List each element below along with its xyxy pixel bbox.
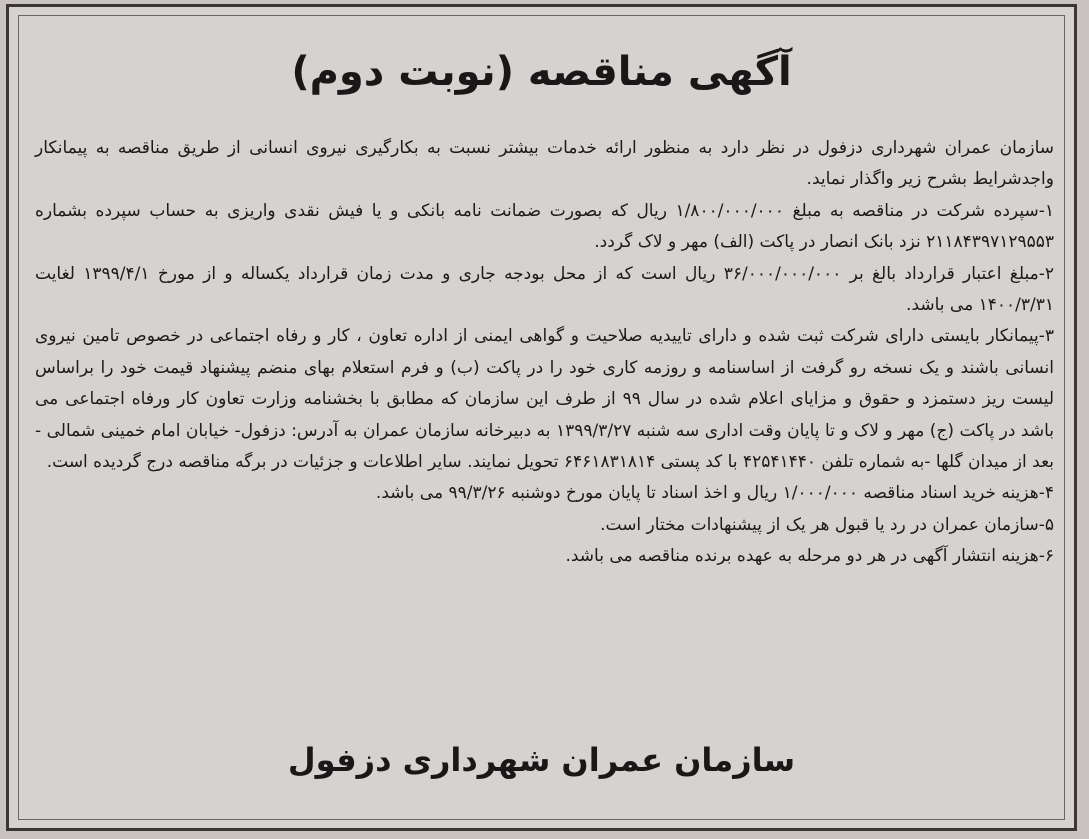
- notice-signature: سازمان عمران شهرداری دزفول: [287, 741, 796, 779]
- notice-item-5: ۵-سازمان عمران در رد یا قبول هر یک از پیشنهادات مختار است.: [600, 514, 1054, 535]
- notice-item-3: ۳-پیمانکار بایستی دارای شرکت ثبت شده و دارای تاییدیه صلاحیت و گواهی ایمنی از اداره تعاون ، کار و رفاه اجتماعی در خصوص تامین نیروی انسانی باشند و یک نسخه رو گرفت از اساسنامه و روزمه کاری خود را در پاکت (ب) و فرم استعلام بهای منضم پیشنهاد قیمت خود را براساس لیست ریز دستمزد و حقوق و مزایای اعلام شده در سال ۹۹ از طرف این سازمان که مطابق با بخشنامه وزارت تعاون کار ورفاه اجتماعی می باشد در پاکت (ج) مهر و لاک و تا پایان وقت اداری سه شنبه ۱۳۹۹/۳/۲۷ به دبیرخانه سازمان عمران به آدرس: دزفول- خیابان امام خمینی شمالی - بعد از میدان گلها -به شماره تلفن ۴۲۵۴۱۴۴۰ با کد پستی ۶۴۶۱۸۳۱۸۱۴ تحویل نمایند. سایر اطلاعات و جزئیات در برگه مناقصه درج گردیده است.: [35, 326, 1055, 473]
- notice-intro: سازمان عمران شهرداری دزفول در نظر دارد به منظور ارائه خدمات بیشتر نسبت به بکارگیری نیروی انسانی از طریق مناقصه به پیمانکار واجدشرایط بشرح زیر واگذار نماید.: [35, 138, 1054, 190]
- notice-title: آگهی مناقصه (نوبت دوم): [291, 49, 792, 95]
- notice-item-6: ۶-هزینه انتشار آگهی در هر دو مرحله به عهده برنده مناقصه می باشد.: [565, 546, 1054, 567]
- notice-item-4: ۴-هزینه خرید اسناد مناقصه ۱/۰۰۰/۰۰۰ ریال و اخذ اسناد تا پایان مورخ دوشنبه ۹۹/۳/۲۶ می باشد.: [375, 483, 1054, 504]
- notice-frame: [6, 4, 1077, 831]
- notice-body: [35, 133, 1054, 573]
- notice-item-1: ۱-سپرده شرکت در مناقصه به مبلغ ۱/۸۰۰/۰۰۰/۰۰۰ ریال که بصورت ضمانت نامه بانکی و یا فیش نقدی واریزی به حساب سپرده بشماره ۲۱۱۸۴۳۹۷۱۲۹۵۵۳ نزد بانک انصار در پاکت (الف) مهر و لاک گردد.: [35, 200, 1054, 253]
- notice-item-2: ۲-مبلغ اعتبار قرارداد بالغ بر ۳۶/۰۰۰/۰۰۰/۰۰۰ ریال است که از محل بودجه جاری و مدت زمان قرارداد یکساله و از مورخ ۱۳۹۹/۴/۱ لغایت ۱۴۰۰/۳/۳۱ می باشد.: [35, 263, 1054, 316]
